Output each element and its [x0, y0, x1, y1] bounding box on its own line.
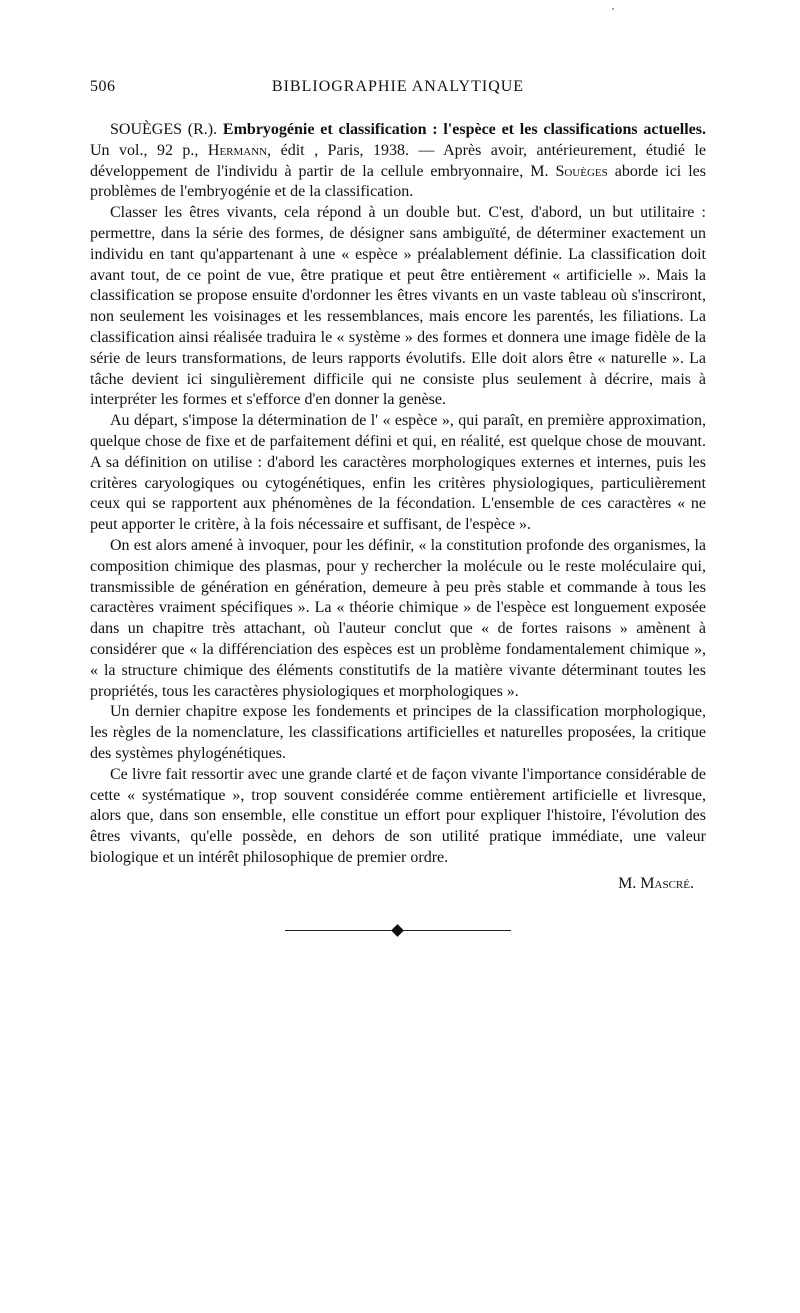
body-paragraph: On est alors amené à invoquer, pour les définir, « la constitution profonde des organismes, la composition chimique des plasmas, pour y rechercher la molécule ou le reste moléculaire qui, transmissible de génération en génération, demeure à peu près stable et commande à tous les caractères vraiment spécifiques ». La « théorie chimique » de l'espèce est longuement exposée dans un chapitre très attachant, où l'auteur conclut que « de fortes raisons » amènent à considérer que « la différenciation des espèces est un problème fondamentalement chimique », « la structure chimique des éléments constitutifs de la matière vivante déterminant toutes les propriétés, tous les caractères physiologiques et morphologiques ».	[90, 536, 706, 700]
entry-intro: — Après avoir, antérieurement, étudié le développement de l'individu à partir de la cellule embryonnaire, M.	[90, 141, 707, 180]
running-title: BIBLIOGRAPHIE ANALYTIQUE	[271, 78, 525, 95]
entry-title: Embryogénie et classification : l'espèce et les classifications actuelles.	[222, 121, 706, 138]
entry-intro-rest: aborde ici les problèmes de l'embryogénie et de la classification.	[90, 162, 707, 201]
document-page	[90, 78, 706, 939]
entry-intro-author: Souèges	[555, 162, 608, 180]
section-divider	[285, 923, 511, 939]
diamond-ornament-icon	[391, 924, 404, 937]
body-paragraph: Un dernier chapitre expose les fondements et principes de la classification morphologique, les règles de la nomenclature, les classifications artificielles et naturelles proposées, la critique des systèmes phylogénétiques.	[90, 703, 706, 762]
entry-author: SOUÈGES (R.).	[110, 121, 218, 138]
body-paragraph: Au départ, s'impose la détermination de l' « espèce », qui paraît, en première approximation, quelque chose de fixe et de parfaitement défini et qui, en réalité, est quelque chose de mouvant. A sa définition on utilise : d'abord les caractères morphologiques externes et internes, puis les critères caryologiques ou cytogénétiques, enfin les critères physiologiques, particulièrement ceux qui se rapportent aux phénomènes de la fécondation. L'ensemble de ces caractères « ne peut apporter le critère, à la fois nécessaire et suffisant, de l'espèce ».	[90, 412, 706, 534]
page-number: 506	[90, 78, 116, 95]
entry-publication-place: , édit , Paris, 1938.	[267, 141, 410, 159]
body-paragraph: Ce livre fait ressortir avec une grande clarté et de façon vivante l'importance considérable de cette « systématique », trop souvent considérée comme entièrement artificielle et livresque, alors que, dans son ensemble, elle constitue un effort pour expliquer l'histoire, l'évolution des êtres vivants, qu'elle possède, en dehors de son utilité pratique immédiate, une valeur biologique et un intérêt philosophique de premier ordre.	[90, 765, 706, 866]
entry-citation	[90, 120, 706, 203]
print-speck	[612, 8, 614, 10]
entry-publication: Un vol., 92 p.,	[90, 141, 199, 159]
body-paragraph: Classer les êtres vivants, cela répond à un double but. C'est, d'abord, un but utilitaire : permettre, dans la série des formes, de désigner sans ambiguïté, de déterminer exactement un individu en tant qu'appartenant à une « espèce » préalablement définie. La classification doit avant tout, de ce point de vue, être pratique et peut être entièrement « artificielle ». Mais la classification se propose ensuite d'ordonner les êtres vivants en un vaste tableau où s'inscriront, non seulement les voisinages et les ressemblances, mais encore les parentés, les filiations. La classification ainsi réalisée traduira le « système » des formes et donnera une image fidèle de la série de leurs transformations, de leurs rapports évolutifs. Elle doit alors être « naturelle ». La tâche devient ici singulièrement difficile qui ne consiste plus seulement à décrire, mais à interpréter les formes et s'efforce d'en donner la genèse.	[90, 204, 706, 409]
entry-publisher: Hermann	[207, 141, 268, 159]
running-head	[90, 78, 706, 104]
bibliography-entry	[90, 120, 706, 893]
reviewer-signature: M. Mascré.	[618, 874, 694, 892]
